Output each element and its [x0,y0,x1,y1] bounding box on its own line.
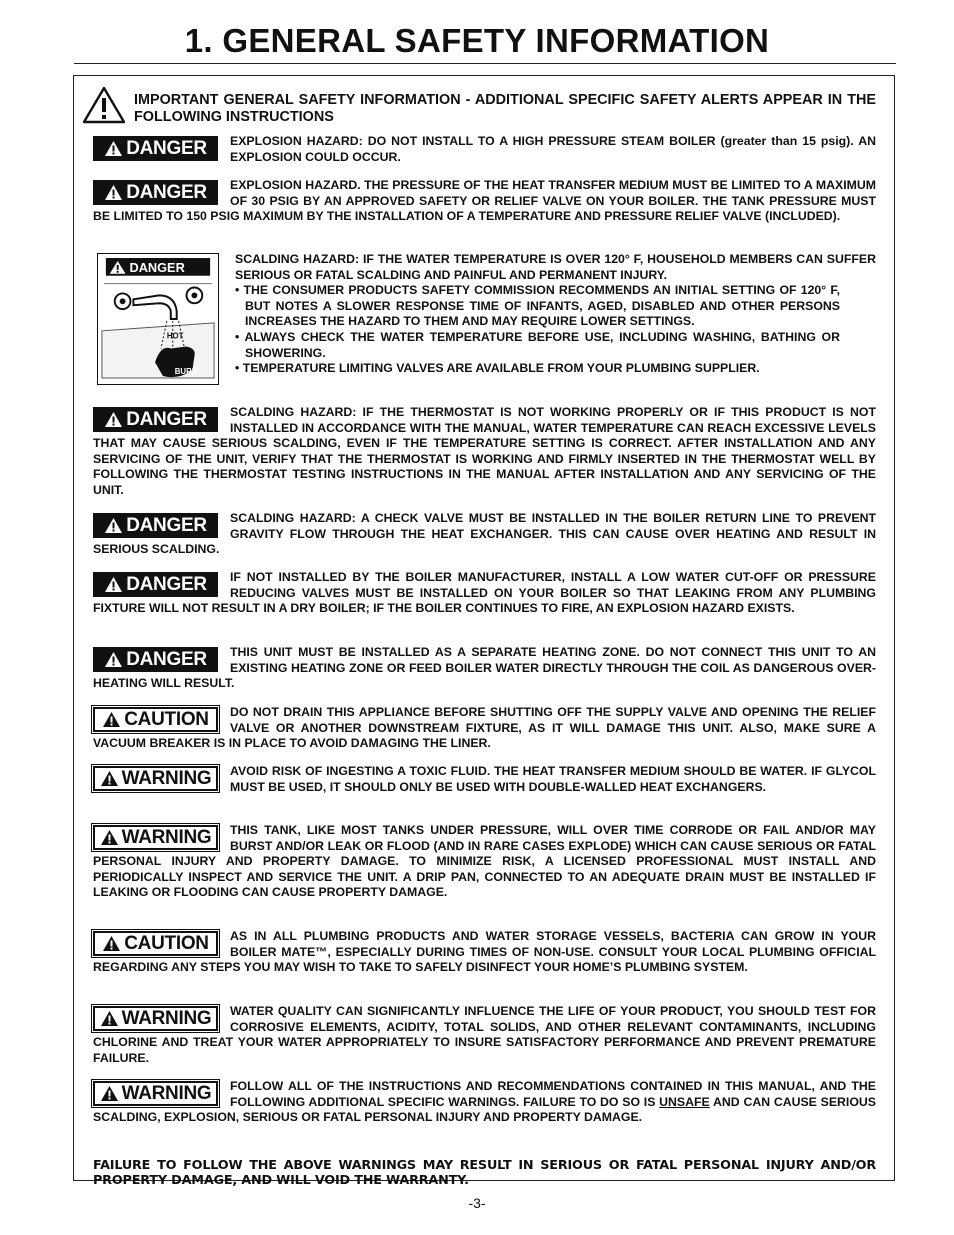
scalding-illustration [97,253,219,385]
warning-badge [93,1006,218,1031]
alert-follow-instructions [93,1079,876,1126]
warning-triangle-icon [104,411,123,428]
alert-explosion-steam [93,134,876,165]
title-rule [74,63,896,64]
alert-text: EXPLOSION HAZARD: DO NOT INSTALL TO A HIGH PRESSURE STEAM BOILER (greater than 15 psig). AN EXPLOSION COULD OCCUR. [230,134,876,164]
alert-text: DO NOT DRAIN THIS APPLIANCE BEFORE SHUTTING OFF THE SUPPLY VALVE AND OPENING THE RELIEF VALVE OR ANOTHER DOWNSTREAM FIXTURE, AS IT WILL DAMAGE THIS UNIT. ALSO, MAKE SURE A VACUUM BREAKER IS IN PLACE TO AVOID DAMAGING THE LINER. [93,705,876,751]
alert-text: THIS UNIT MUST BE INSTALLED AS A SEPARATE HEATING ZONE. DO NOT CONNECT THIS UNIT TO AN EXISTING HEATING ZONE OR FEED BOILER WATER DIRECTLY THROUGH THE COIL AS DANGEROUS OVER-HEATING WILL RESULT. [93,645,876,691]
alert-text: THIS TANK, LIKE MOST TANKS UNDER PRESSURE, WILL OVER TIME CORRODE OR FAIL AND/OR MAY BURST AND/OR LEAK OR FLOOD (AND IN RARE CASES EXPLODE) WHICH CAN CAUSE SERIOUS OR FATAL PERSONAL INJURY AND PROPERTY DAMAGE. TO MINIMIZE RISK, A LICENSED PROFESSIONAL MUST INSTALL AND PERIODICALLY INSPECT AND SERVICE THE UNIT. A DRIP PAN, CONNECTED TO AN ADEQUATE DRAIN MUST BE INSTALLED IF LEAKING OR FLOODING CAN CAUSE PROPERTY DAMAGE. [93,823,876,900]
badge-label: CAUTION [124,708,209,730]
scalding-bullet-list [235,283,876,361]
alert-separate-zone [93,645,876,692]
warning-triangle-icon [104,651,123,668]
danger-badge [93,572,218,597]
warning-triangle-icon [104,576,123,593]
danger-badge [93,407,218,432]
danger-badge [93,513,218,538]
alert-bacteria [93,929,876,976]
warning-triangle-icon [104,517,123,534]
danger-badge [93,180,218,205]
alert-scalding-temperature [93,252,876,387]
danger-badge [93,136,218,161]
badge-label: DANGER [126,408,207,430]
warning-badge [93,825,218,850]
danger-badge [93,647,218,672]
scalding-bullet-list [235,361,876,377]
list-item: • ALWAYS CHECK THE WATER TEMPERATURE BEFORE USE, INCLUDING WASHING, BATHING OR SHOWERING. [235,329,840,360]
badge-label: DANGER [126,573,207,595]
warning-triangle-icon [102,711,121,728]
alert-text: SCALDING HAZARD: A CHECK VALVE MUST BE INSTALLED IN THE BOILER RETURN LINE TO PREVENT GRAVITY FLOW THROUGH THE HEAT EXCHANGER. THIS CAN CAUSE OVER HEATING AND RESULT IN SERIOUS SCALDING. [93,511,876,557]
alert-text: SCALDING HAZARD: IF THE WATER TEMPERATURE IS OVER 120° F, HOUSEHOLD MEMBERS CAN SUFFER SERIOUS OR FATAL SCALDING AND PAINFUL AND PERMANENT INJURY. [235,252,876,282]
caution-badge [93,931,218,956]
list-item: • TEMPERATURE LIMITING VALVES ARE AVAILABLE FROM YOUR PLUMBING SUPPLIER. [235,361,760,376]
alert-text: IF NOT INSTALLED BY THE BOILER MANUFACTURER, INSTALL A LOW WATER CUT-OFF OR PRESSURE REDUCING VALVES MUST BE INSTALLED ON YOUR BOILER SO THAT LEAKING FROM ANY PLUMBING FIXTURE WILL NOT RESULT IN A DRY BOILER; IF THE BOILER CONTINUES TO FIRE, AN EXPLOSION HAZARD EXISTS. [93,570,876,616]
alert-scalding-thermostat [93,405,876,499]
illus-burn-label: BURN [174,367,198,377]
warning-triangle-icon [82,86,126,124]
alert-text: AS IN ALL PLUMBING PRODUCTS AND WATER STORAGE VESSELS, BACTERIA CAN GROW IN YOUR BOILER MATE™, ESPECIALLY DURING TIMES OF NON-USE. CONSULT YOUR LOCAL PLUMBING OFFICIAL REGARDING ANY STEPS YOU MAY WISH TO TAKE TO SAFELY DISINFECT YOUR HOME’S PLUMBING SYSTEM. [93,929,876,975]
caution-badge [93,707,218,732]
alert-text: EXPLOSION HAZARD. THE PRESSURE OF THE HEAT TRANSFER MEDIUM MUST BE LIMITED TO A MAXIMUM OF 30 PSIG BY AN APPROVED SAFETY OR RELIEF VALVE ON YOUR BOILER. THE TANK PRESSURE MUST BE LIMITED TO 150 PSIG MAXIMUM BY THE INSTALLATION OF A TEMPERATURE AND PRESSURE RELIEF VALVE (INCLUDED). [93,178,876,224]
page-number: -3- [468,1195,486,1211]
warning-badge [93,1081,218,1106]
warning-triangle-icon [104,140,123,157]
alert-text: WATER QUALITY CAN SIGNIFICANTLY INFLUENCE THE LIFE OF YOUR PRODUCT, YOU SHOULD TEST FOR CORROSIVE ELEMENTS, ACIDITY, TOTAL SOLIDS, AND OTHER RELEVANT CONTAMINANTS, INCLUDING CHLORINE AND TREAT YOUR WATER APPROPRIATELY TO INSURE SATISFACTORY PERFORMANCE AND PREVENT PREMATURE FAILURE. [93,1004,876,1065]
badge-label: DANGER [126,514,207,536]
alert-water-quality [93,1004,876,1066]
badge-label: DANGER [126,137,207,159]
badge-label: CAUTION [124,932,209,954]
badge-label: WARNING [121,1007,212,1029]
alert-toxic-fluid [93,764,876,795]
warning-triangle-icon [100,770,119,787]
alert-text: AVOID RISK OF INGESTING A TOXIC FLUID. THE HEAT TRANSFER MEDIUM SHOULD BE WATER. IF GLYCOL MUST BE USED, IT SHOULD ONLY BE USED WITH DOUBLE-WALLED HEAT EXCHANGERS. [230,764,876,794]
unsafe-emphasis: UNSAFE [659,1094,710,1109]
warning-triangle-icon [100,829,119,846]
warning-triangle-icon [102,935,121,952]
alert-low-water-cutoff [93,570,876,617]
list-item: • THE CONSUMER PRODUCTS SAFETY COMMISSION RECOMMENDS AN INITIAL SETTING OF 120° F, BUT NOTES A SLOWER RESPONSE TIME OF INFANTS, AGED, DISABLED AND OTHER PERSONS INCREASES THE HAZARD TO THEM AND MAY REQUIRE LOWER SETTINGS. [235,283,840,329]
warning-triangle-icon [100,1085,119,1102]
warning-triangle-icon [100,1010,119,1027]
badge-label: WARNING [121,1082,212,1104]
badge-label: WARNING [121,767,212,789]
alert-scalding-check-valve [93,511,876,558]
final-warning: FAILURE TO FOLLOW THE ABOVE WARNINGS MAY RESULT IN SERIOUS OR FATAL PERSONAL INJURY AND/OR PROPERTY DAMAGE, AND WILL VOID THE WARRANTY. [93,1157,876,1189]
alert-text: SCALDING HAZARD: IF THE THERMOSTAT IS NOT WORKING PROPERLY OR IF THIS PRODUCT IS NOT INSTALLED IN ACCORDANCE WITH THE MANUAL, WATER TEMPERATURE CAN REACH EXCESSIVE LEVELS THAT MAY CAUSE SERIOUS SCALDING, EVEN IF THE TEMPERATURE SETTING IS CORRECT. AFTER INSTALLATION AND ANY SERVICING OF THE UNIT, VERIFY THAT THE THERMOSTAT IS WORKING AND FIRMLY INSERTED IN THE THERMOSTAT WELL BY FOLLOWING THE THERMOSTAT TESTING INSTRUCTIONS IN THE MANUAL AFTER INSTALLATION AND ANY SERVICING OF THE UNIT. [93,405,876,497]
badge-label: DANGER [126,181,207,203]
illus-hot-label: HOT [166,331,184,341]
intro-section [80,86,876,126]
warning-triangle-icon [104,184,123,201]
illus-danger-label: DANGER [129,259,185,275]
badge-label: WARNING [121,826,212,848]
warning-badge [93,766,218,791]
intro-text: IMPORTANT GENERAL SAFETY INFORMATION - ADDITIONAL SPECIFIC SAFETY ALERTS APPEAR IN THE FOLLOWING INSTRUCTIONS [134,92,876,125]
page-title: 1. GENERAL SAFETY INFORMATION [184,22,770,59]
alert-explosion-pressure [93,178,876,225]
alert-tank-corrosion [93,823,876,901]
badge-label: DANGER [126,648,207,670]
alert-text: FOLLOW ALL OF THE INSTRUCTIONS AND RECOMMENDATIONS CONTAINED IN THIS MANUAL, AND THE FOLLOWING ADDITIONAL SPECIFIC WARNINGS. FAILURE TO DO SO IS UNSAFE AND CAN CAUSE SERIOUS SCALDING, EXPLOSION, SERIOUS OR FATAL PERSONAL INJURY AND PROPERTY DAMAGE. [93,1079,876,1125]
alert-drain-appliance [93,705,876,752]
